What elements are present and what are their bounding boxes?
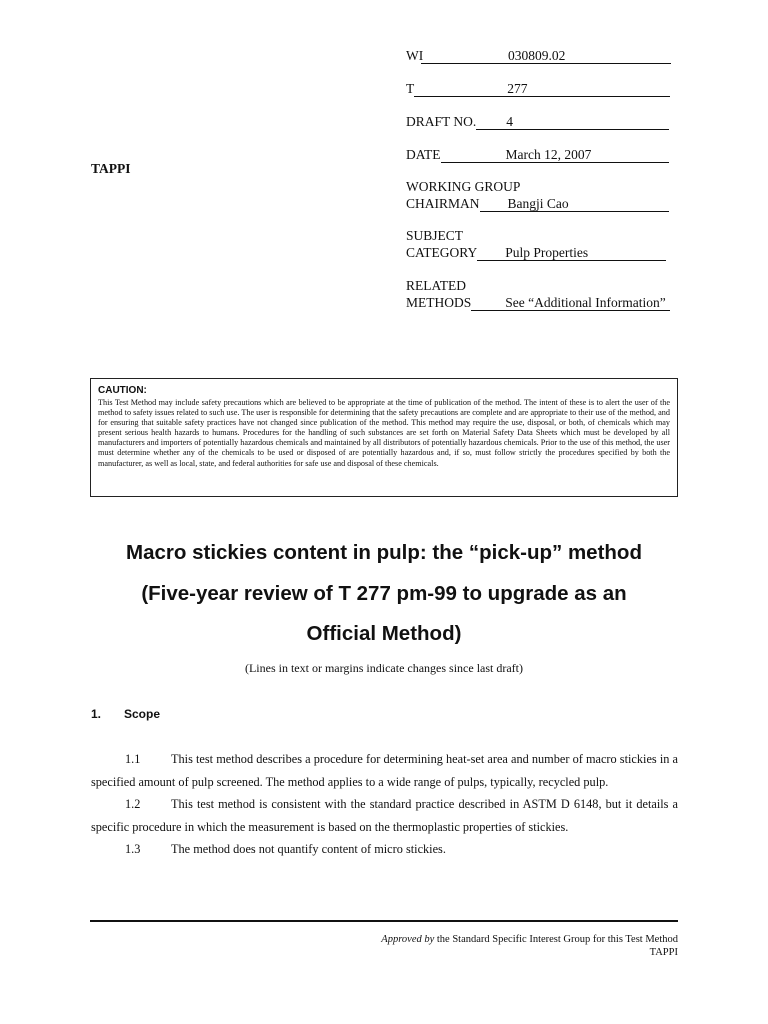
draft-note: (Lines in text or margins indicate changes since last draft) xyxy=(244,661,524,675)
section-title: Scope xyxy=(124,707,161,721)
paragraph-text: This test method is consistent with the standard practice described in ASTM D 6148, but it details a specific procedure in which the measurement is based on the thermoplastic properties of stickies. xyxy=(91,797,678,834)
paragraph-number: 1.1 xyxy=(125,752,141,766)
draft-value: 4 xyxy=(476,113,669,130)
document-title-line3: Official Method) xyxy=(306,622,462,645)
footer-approved-by: Approved by xyxy=(381,934,435,945)
chairman-label-line2: CHAIRMAN xyxy=(406,196,480,211)
date-field xyxy=(406,146,669,163)
caution-text: This Test Method may include safety precautions which are believed to be appropriate at the time of publication of the method. The intent of these is to alert the user of the method to safety issues related to such use. The user is responsible for determining that the safety precautions are complete and are appropriate to their use of the method, and for ensuring that suitable safety practices have not changed since publication of the method. This method may require the use, disposal, or both, of chemicals which may present serious health hazards to humans. Procedures for the handling of such substances are set forth on Material Safety Data Sheets which must be developed by all manufacturers and importers of potentially hazardous chemicals and maintained by all distributors of potentially hazardous chemicals. Prior to the use of this method, the user must determine whether any of the chemicals to be used or disposed of are potentially hazardous and, if so, must follow strictly the procedures specified by both the manufacturer, as well as local, state, and federal authorities for safe use and disposal of these chemicals. xyxy=(98,398,670,468)
subject-label-line1: SUBJECT xyxy=(406,228,464,243)
related-value: See “Additional Information” xyxy=(471,294,670,311)
related-field xyxy=(406,277,670,311)
paragraph-1-1 xyxy=(91,748,678,794)
subject-value: Pulp Properties xyxy=(477,244,666,261)
subject-label-line2: CATEGORY xyxy=(406,245,478,260)
related-label-line2: METHODS xyxy=(406,295,472,310)
related-label-line1: RELATED xyxy=(406,278,466,293)
date-value: March 12, 2007 xyxy=(441,146,669,163)
draft-field xyxy=(406,113,669,130)
paragraph-number: 1.2 xyxy=(125,797,141,811)
caution-heading: CAUTION: xyxy=(98,385,147,396)
footer-approved xyxy=(381,933,678,946)
paragraph-text: The method does not quantify content of micro stickies. xyxy=(171,842,446,856)
wi-value: 030809.02 xyxy=(421,47,671,64)
section-number: 1. xyxy=(91,707,102,721)
paragraph-text: This test method describes a procedure for determining heat-set area and number of macro stickies in a specified amount of pulp screened. The method applies to a wide range of pulps, typically, recycled pulp. xyxy=(91,752,678,789)
footer-organization: TAPPI xyxy=(649,947,678,958)
footer-rule xyxy=(90,920,678,922)
wi-field: WI 030809.02 xyxy=(406,47,671,64)
document-title-line1: Macro stickies content in pulp: the “pick-up” method xyxy=(126,541,642,564)
document-title-line2: (Five-year review of T 277 pm-99 to upgrade as an xyxy=(141,582,627,605)
t-value: 277 xyxy=(414,80,670,97)
chairman-label-line1: WORKING GROUP xyxy=(406,179,521,194)
section-heading xyxy=(91,707,160,721)
paragraph-1-2 xyxy=(91,793,678,839)
subject-field xyxy=(406,227,666,261)
caution-box xyxy=(90,378,678,497)
t-field xyxy=(406,80,670,97)
paragraph-1-3 xyxy=(91,838,678,861)
chairman-value: Bangji Cao xyxy=(480,195,669,212)
organization-label: TAPPI xyxy=(91,161,131,176)
draft-label: DRAFT NO. xyxy=(406,114,477,129)
paragraph-number: 1.3 xyxy=(125,842,141,856)
chairman-field xyxy=(406,178,669,212)
t-label: T xyxy=(406,81,415,96)
footer-approved-text: the Standard Specific Interest Group for this Test Method xyxy=(434,934,678,945)
date-label: DATE xyxy=(406,147,441,162)
